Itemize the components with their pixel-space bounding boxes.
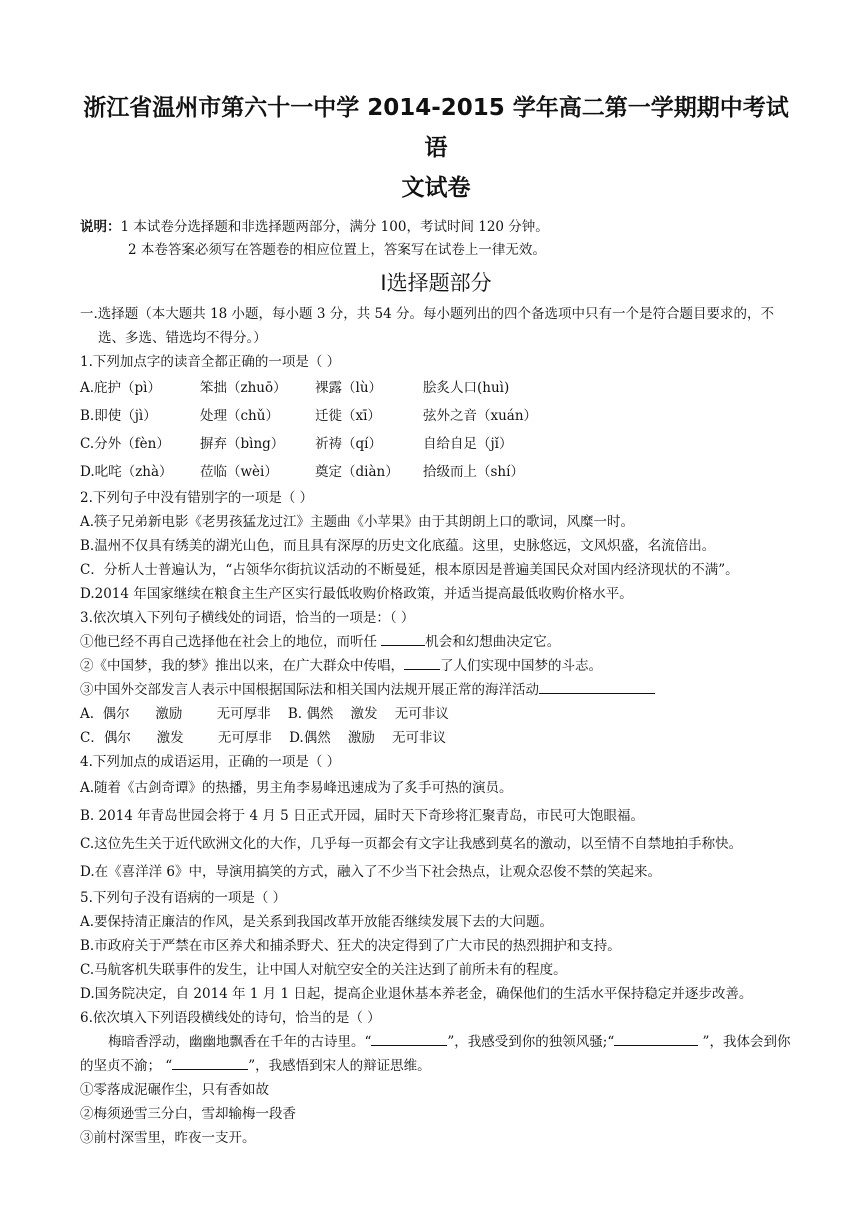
q2-option-c: C．分析人士普遍认为，“占领华尔街抗议活动的不断曼延，根本原因是普遍美国民众对国内经济现状的不满”。 bbox=[80, 562, 739, 578]
title-line-1: 浙江省温州市第六十一中学 2014-2015 学年高二第一学期期中考试语 bbox=[83, 95, 789, 161]
q5-option-d: D.国务院决定，自 2014 年 1 月 1 日起，提高企业退休基本养老金，确保他们的生活水平保持稳定并逐步改善。 bbox=[80, 986, 753, 1002]
instructions bbox=[80, 216, 792, 262]
q4-stem: 4.下列加点的成语运用，正确的一项是（ ） bbox=[80, 754, 341, 770]
q1-option-b bbox=[80, 402, 792, 430]
q5-stem: 5.下列句子没有语病的一项是（ ） bbox=[80, 890, 287, 906]
q6-stem: 6.依次填入下列语段横线处的诗句，恰当的是（ ） bbox=[80, 1010, 381, 1026]
q6-p1: 梅暗香浮动，幽幽地飘香在千年的古诗里。“ bbox=[108, 1034, 372, 1050]
q3-s2-pre: ②《中国梦，我的梦》推出以来，在广大群众中传唱， bbox=[80, 658, 404, 674]
q1-c-4: 自给自足（jǐ） bbox=[423, 436, 513, 452]
q3-option-b: B. 偶然 激发 无可非议 bbox=[287, 706, 449, 722]
q4-option-a: A.随着《古剑奇谭》的热播，男主角李易峰迅速成为了炙手可热的演员。 bbox=[80, 780, 513, 796]
q1-a-4: 脍炙人口(huì) bbox=[423, 380, 510, 396]
q2-option-b: B.温州不仅具有绣美的湖光山色，而且具有深厚的历史文化底蕴。这里，史脉悠远，文风炽盛，名流倍出。 bbox=[80, 538, 716, 554]
q5-option-c: C.马航客机失联事件的发生，让中国人对航空安全的关注达到了前所未有的程度。 bbox=[80, 962, 567, 978]
q6-p3: ”，我体会到你的坚贞不渝； “ bbox=[80, 1034, 791, 1074]
q3-stem: 3.依次填入下列句子横线处的词语，恰当的一项是：（ ） bbox=[80, 610, 415, 626]
exam-title bbox=[80, 88, 792, 208]
q3-s3-pre: ③中国外交部发言人表示中国根据国际法和相关国内法规开展正常的海洋活动 bbox=[80, 682, 539, 698]
q1-c-2: 摒弃（bìng） bbox=[200, 436, 285, 452]
q6-p2: ”，我感受到你的独领风骚;“ bbox=[447, 1034, 615, 1050]
exam-page bbox=[80, 80, 792, 1150]
q3-sentence-3 bbox=[80, 678, 792, 702]
q3-options-ab bbox=[80, 702, 792, 726]
q3-option-c: C．偶尔 激发 无可厚非 bbox=[80, 730, 272, 746]
q6-blank-3 bbox=[172, 1055, 248, 1070]
q3-s2-post: 了人们实现中国梦的斗志。 bbox=[440, 658, 602, 674]
q5-option-b: B.市政府关于严禁在市区养犬和捕杀野犬、狂犬的决定得到了广大市民的热烈拥护和支持。 bbox=[80, 938, 621, 954]
instruction-1: 1 本试卷分选择题和非选择题两部分，满分 100，考试时间 120 分钟。 bbox=[120, 219, 549, 235]
q6-option-3: ③前村深雪里，昨夜一支开。 bbox=[80, 1130, 256, 1146]
part-intro: 一.选择题（本大题共 18 小题，每小题 3 分，共 54 分。每小题列出的四个备选项中只有一个是符合题目要求的，不选、多选、错选均不得分。） bbox=[80, 306, 774, 346]
instructions-label: 说明： bbox=[80, 219, 121, 235]
q3-sentence-2 bbox=[80, 654, 792, 678]
q1-stem: 1.下列加点字的读音全都正确的一项是（ ） bbox=[80, 354, 341, 370]
q5-option-a: A.要保持清正廉洁的作风，是关系到我国改革开放能否继续发展下去的大问题。 bbox=[80, 914, 554, 930]
q3-s1-pre: ①他已经不再自己选择他在社会上的地位，而听任 bbox=[80, 634, 382, 650]
q6-passage bbox=[80, 1030, 792, 1078]
q3-options-cd bbox=[80, 726, 792, 750]
q1-a-1: A.庇护（pì） bbox=[80, 380, 161, 396]
q1-d-4: 拾级而上（shí） bbox=[423, 464, 524, 480]
q6-blank-1 bbox=[371, 1031, 447, 1046]
q3-blank-3 bbox=[539, 679, 655, 694]
q6-option-2: ②梅须逊雪三分白，雪却输梅一段香 bbox=[80, 1106, 296, 1122]
q4-option-b: B. 2014 年青岛世园会将于 4 月 5 日正式开园，届时天下奇珍将汇聚青岛，市民可大饱眼福。 bbox=[80, 808, 644, 824]
q3-blank-1 bbox=[381, 631, 425, 646]
q3-s1-post: 机会和幻想曲决定它。 bbox=[425, 634, 561, 650]
q3-option-a: A. 偶尔 激励 无可厚非 bbox=[80, 706, 271, 722]
q1-d-1: D.叱咤（zhà） bbox=[80, 464, 173, 480]
q1-b-1: B.即使（jì） bbox=[80, 408, 157, 424]
q1-d-2: 莅临（wèi） bbox=[200, 464, 278, 480]
q3-option-d: D.偶然 激励 无可非议 bbox=[289, 730, 447, 746]
q6-option-1: ①零落成泥碾作尘，只有香如故 bbox=[80, 1082, 269, 1098]
q4-option-d: D.在《喜洋洋 6》中，导演用搞笑的方式，融入了不少当下社会热点，让观众忍俊不禁的笑起来。 bbox=[80, 864, 662, 880]
q1-option-c bbox=[80, 430, 792, 458]
q1-option-a bbox=[80, 374, 792, 402]
q2-option-a: A.筷子兄弟新电影《老男孩猛龙过江》主题曲《小苹果》由于其朗朗上口的歌词，风糜一时。 bbox=[80, 514, 635, 530]
q1-c-1: C.分外（fèn） bbox=[80, 436, 170, 452]
q1-a-3: 裸露（lù） bbox=[315, 380, 383, 396]
q6-p4: ”，我感悟到宋人的辩证思维。 bbox=[248, 1058, 431, 1074]
q1-b-2: 处理（chǔ） bbox=[200, 408, 279, 424]
instruction-2: 2 本卷答案必须写在答题卷的相应位置上，答案写在试卷上一律无效。 bbox=[128, 242, 546, 258]
q1-b-3: 迁徙（xī） bbox=[315, 408, 381, 424]
q1-b-4: 弦外之音（xuán） bbox=[423, 408, 538, 424]
q3-blank-2 bbox=[404, 655, 440, 670]
q1-option-d bbox=[80, 458, 792, 486]
section-title: Ⅰ选择题部分 bbox=[380, 271, 492, 295]
title-line-2: 文试卷 bbox=[401, 175, 471, 201]
q2-option-d: D.2014 年国家继续在粮食主生产区实行最低收购价格政策，并适当提高最低收购价格水平。 bbox=[80, 586, 633, 602]
q1-c-3: 祈祷（qí） bbox=[315, 436, 382, 452]
q4-option-c: C.这位先生关于近代欧洲文化的大作，几乎每一页都会有文字让我感到莫名的激动，以至情不自禁地拍手称快。 bbox=[80, 836, 743, 852]
q2-stem: 2.下列句子中没有错别字的一项是（ ） bbox=[80, 490, 314, 506]
q3-sentence-1 bbox=[80, 630, 792, 654]
q1-d-3: 奠定（diàn） bbox=[315, 464, 399, 480]
q6-blank-2 bbox=[614, 1031, 698, 1046]
q1-a-2: 笨拙（zhuō） bbox=[200, 380, 287, 396]
